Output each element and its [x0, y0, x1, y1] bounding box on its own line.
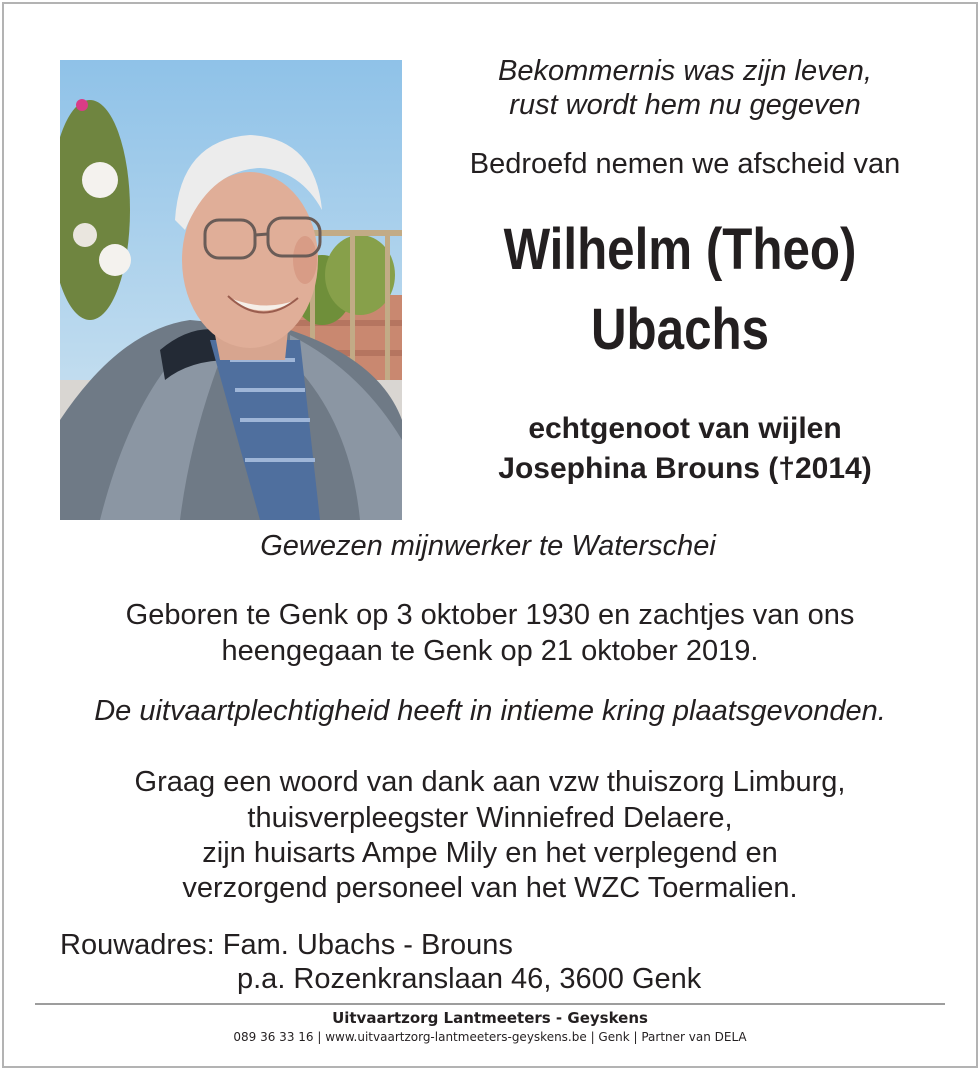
footer-divider [35, 1003, 945, 1005]
thanks-line: thuisverpleegster Winniefred Delaere, [247, 802, 733, 834]
address-line-2: p.a. Rozenkranslaan 46, 3600 Genk [237, 963, 702, 995]
deceased-name-first: Wilhelm (Theo) [503, 217, 857, 282]
thanks-line: verzorgend personeel van het WZC Toermalien. [182, 872, 798, 904]
thanks-line: Graag een woord van dank aan vzw thuiszorg Limburg, [134, 766, 846, 798]
funeral-home-info: 089 36 33 16 | www.uitvaartzorg-lantmeeters-geyskens.be | Genk | Partner van DELA [233, 1030, 747, 1044]
life-line-1: Geboren te Genk op 3 oktober 1930 en zachtjes van ons [125, 599, 855, 631]
portrait-photo [60, 60, 402, 520]
occupation: Gewezen mijnwerker te Waterschei [260, 530, 716, 562]
ceremony-text: De uitvaartplechtigheid heeft in intieme kring plaatsgevonden. [94, 695, 886, 727]
verse-line-2: rust wordt hem nu gegeven [509, 89, 861, 121]
deceased-name-last: Ubachs [590, 297, 770, 362]
intro-text: Bedroefd nemen we afscheid van [469, 148, 901, 180]
thanks-line: zijn huisarts Ampe Mily en het verplegend en [202, 837, 778, 869]
address-line-1: Rouwadres: Fam. Ubachs - Brouns [60, 929, 513, 961]
spouse-line-1: echtgenoot van wijlen [528, 412, 842, 445]
spouse-line-2: Josephina Brouns (†2014) [498, 452, 872, 485]
life-line-2: heengegaan te Genk op 21 oktober 2019. [221, 635, 759, 667]
verse-line-1: Bekommernis was zijn leven, [498, 55, 872, 87]
funeral-home-name: Uitvaartzorg Lantmeeters - Geyskens [332, 1009, 648, 1027]
